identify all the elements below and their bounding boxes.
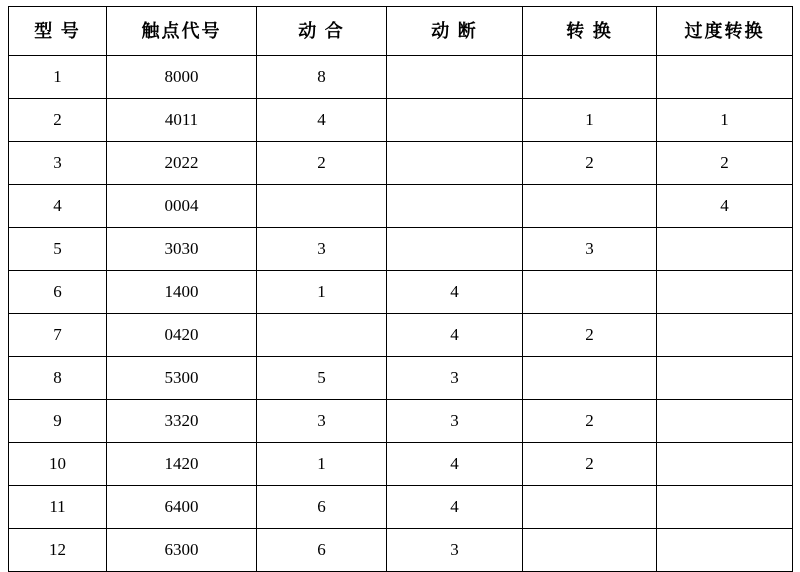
cell-model: 9 xyxy=(9,400,107,443)
cell-contact-code: 2022 xyxy=(107,142,257,185)
cell-contact-code: 0420 xyxy=(107,314,257,357)
cell-transitional-changeover xyxy=(657,443,793,486)
table-row xyxy=(9,99,793,142)
cell-normally-closed xyxy=(387,142,523,185)
cell-transitional-changeover xyxy=(657,271,793,314)
table-row xyxy=(9,357,793,400)
cell-transitional-changeover: 1 xyxy=(657,99,793,142)
cell-normally-open: 3 xyxy=(257,228,387,271)
cell-changeover: 1 xyxy=(523,99,657,142)
table-row xyxy=(9,142,793,185)
cell-changeover xyxy=(523,357,657,400)
cell-normally-closed xyxy=(387,99,523,142)
cell-transitional-changeover xyxy=(657,357,793,400)
cell-changeover: 2 xyxy=(523,314,657,357)
cell-changeover xyxy=(523,56,657,99)
cell-normally-open xyxy=(257,185,387,228)
cell-normally-closed xyxy=(387,185,523,228)
cell-contact-code: 3030 xyxy=(107,228,257,271)
cell-contact-code: 6400 xyxy=(107,486,257,529)
cell-normally-open: 6 xyxy=(257,486,387,529)
cell-changeover: 3 xyxy=(523,228,657,271)
column-header-contact-code: 触点代号 xyxy=(107,7,257,56)
cell-model: 2 xyxy=(9,99,107,142)
cell-transitional-changeover xyxy=(657,314,793,357)
cell-contact-code: 3320 xyxy=(107,400,257,443)
table-header-row xyxy=(9,7,793,56)
table-row xyxy=(9,400,793,443)
cell-changeover: 2 xyxy=(523,400,657,443)
cell-transitional-changeover xyxy=(657,228,793,271)
table-row xyxy=(9,185,793,228)
cell-normally-open: 2 xyxy=(257,142,387,185)
cell-normally-open: 1 xyxy=(257,271,387,314)
cell-changeover: 2 xyxy=(523,142,657,185)
cell-contact-code: 5300 xyxy=(107,357,257,400)
cell-model: 10 xyxy=(9,443,107,486)
cell-normally-open xyxy=(257,314,387,357)
cell-normally-closed xyxy=(387,228,523,271)
cell-transitional-changeover: 4 xyxy=(657,185,793,228)
column-header-changeover: 转 换 xyxy=(523,7,657,56)
cell-normally-open: 5 xyxy=(257,357,387,400)
cell-model: 4 xyxy=(9,185,107,228)
cell-model: 5 xyxy=(9,228,107,271)
cell-contact-code: 6300 xyxy=(107,529,257,572)
cell-contact-code: 0004 xyxy=(107,185,257,228)
cell-changeover xyxy=(523,271,657,314)
cell-changeover xyxy=(523,185,657,228)
table-row xyxy=(9,228,793,271)
table-header xyxy=(9,7,793,56)
cell-transitional-changeover xyxy=(657,486,793,529)
cell-normally-open: 8 xyxy=(257,56,387,99)
cell-model: 7 xyxy=(9,314,107,357)
contact-spec-table xyxy=(8,6,793,572)
cell-normally-closed: 3 xyxy=(387,529,523,572)
cell-transitional-changeover xyxy=(657,56,793,99)
cell-normally-closed: 4 xyxy=(387,314,523,357)
cell-normally-closed xyxy=(387,56,523,99)
cell-normally-closed: 4 xyxy=(387,443,523,486)
cell-changeover: 2 xyxy=(523,443,657,486)
column-header-normally-closed: 动 断 xyxy=(387,7,523,56)
cell-contact-code: 8000 xyxy=(107,56,257,99)
table-row xyxy=(9,443,793,486)
cell-model: 6 xyxy=(9,271,107,314)
cell-contact-code: 1400 xyxy=(107,271,257,314)
cell-changeover xyxy=(523,529,657,572)
cell-contact-code: 1420 xyxy=(107,443,257,486)
cell-normally-closed: 3 xyxy=(387,357,523,400)
cell-normally-closed: 3 xyxy=(387,400,523,443)
cell-model: 11 xyxy=(9,486,107,529)
cell-normally-open: 3 xyxy=(257,400,387,443)
cell-transitional-changeover xyxy=(657,529,793,572)
cell-changeover xyxy=(523,486,657,529)
table-row xyxy=(9,314,793,357)
cell-model: 8 xyxy=(9,357,107,400)
cell-model: 1 xyxy=(9,56,107,99)
cell-normally-closed: 4 xyxy=(387,271,523,314)
cell-normally-open: 1 xyxy=(257,443,387,486)
cell-transitional-changeover xyxy=(657,400,793,443)
table-row xyxy=(9,56,793,99)
column-header-model: 型 号 xyxy=(9,7,107,56)
cell-model: 12 xyxy=(9,529,107,572)
cell-contact-code: 4011 xyxy=(107,99,257,142)
cell-normally-open: 6 xyxy=(257,529,387,572)
cell-normally-closed: 4 xyxy=(387,486,523,529)
cell-transitional-changeover: 2 xyxy=(657,142,793,185)
cell-model: 3 xyxy=(9,142,107,185)
column-header-normally-open: 动 合 xyxy=(257,7,387,56)
column-header-transitional-changeover: 过度转换 xyxy=(657,7,793,56)
table-row xyxy=(9,529,793,572)
table-body xyxy=(9,56,793,572)
table-row xyxy=(9,271,793,314)
cell-normally-open: 4 xyxy=(257,99,387,142)
table-row xyxy=(9,486,793,529)
